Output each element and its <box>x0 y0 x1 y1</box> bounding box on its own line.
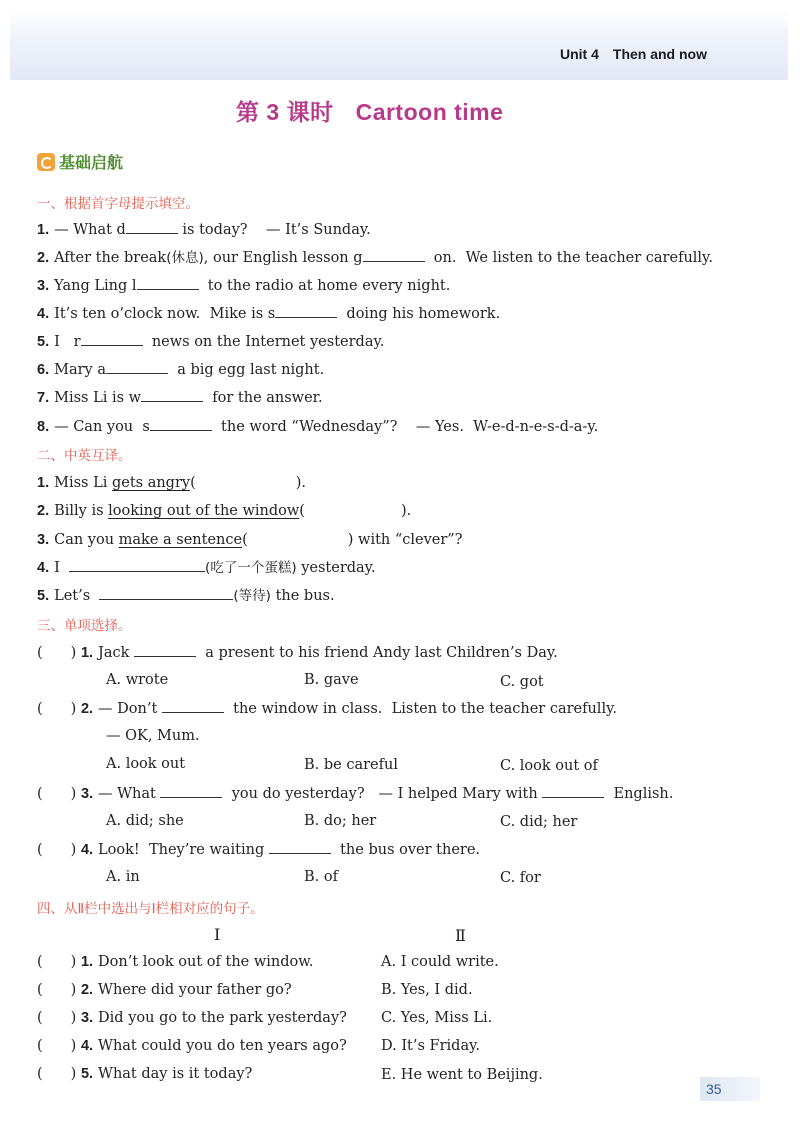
lesson-name: Cartoon time <box>355 99 504 125</box>
match-answer: D. It’s Friday. <box>381 1038 480 1054</box>
part3-q1: ( ) 1. Jack a present to his friend Andy last Children’s Day. <box>37 645 558 661</box>
section-header <box>37 150 123 173</box>
part2-q2: 2. Billy is looking out of the window( ). <box>37 503 412 519</box>
match-answer: A. I could write. <box>381 954 499 970</box>
part2-q3: 3. Can you make a sentence( ) with “clever”? <box>37 532 463 548</box>
answer-blank[interactable] <box>134 644 196 657</box>
part1-q7: 7. Miss Li is w for the answer. <box>37 390 323 406</box>
part3-q2: ( ) 2. — Don’t the window in class. Listen to the teacher carefully. <box>37 701 617 717</box>
match-answer: B. Yes, I did. <box>381 982 473 998</box>
option-b: B. of <box>304 869 338 885</box>
part1-q8: 8. — Can you s the word “Wednesday”? — Yes. W-e-d-n-e-s-d-a-y. <box>37 419 599 435</box>
part3-q4: ( ) 4. Look! They’re waiting the bus over there. <box>37 842 481 858</box>
part3-title: 三、单项选择。 <box>37 618 132 634</box>
unit-label: Unit 4 <box>560 46 599 62</box>
section-title: 基础启航 <box>59 153 124 172</box>
part1-q2: 2. After the break(休息), our English lesson g on. We listen to the teacher carefully. <box>37 250 713 266</box>
option-a: A. did; she <box>106 813 184 829</box>
answer-blank[interactable] <box>269 841 331 854</box>
option-c: C. did; her <box>500 814 578 830</box>
part4-title: 四、从Ⅱ栏中选出与Ⅰ栏相对应的句子。 <box>37 901 264 917</box>
match-row: ( ) 3. Did you go to the park yesterday? <box>37 1010 347 1026</box>
answer-blank[interactable] <box>81 333 143 346</box>
part2-q5: 5. Let’s (等待) the bus. <box>37 588 335 604</box>
answer-blank[interactable] <box>150 418 212 431</box>
part1-q1: 1. — What d is today? — It’s Sunday. <box>37 222 371 238</box>
part2-q4: 4. I (吃了一个蛋糕) yesterday. <box>37 560 376 576</box>
match-row: ( ) 1. Don’t look out of the window. <box>37 954 314 970</box>
lesson-number: 第 3 课时 <box>236 99 334 125</box>
part1-q3: 3. Yang Ling l to the radio at home every night. <box>37 278 451 294</box>
unit-header <box>560 46 707 62</box>
dialog-reply: — OK, Mum. <box>106 728 200 744</box>
part1-q5: 5. I r news on the Internet yesterday. <box>37 334 385 350</box>
option-b: B. be careful <box>304 757 398 773</box>
part2-q1: 1. Miss Li gets angry( ). <box>37 475 307 491</box>
answer-blank[interactable] <box>126 221 178 234</box>
part3-q3: ( ) 3. — What you do yesterday? — I helped Mary with English. <box>37 786 674 802</box>
answer-blank[interactable] <box>141 389 203 402</box>
section-badge-icon <box>37 153 55 171</box>
unit-title: Then and now <box>612 46 707 62</box>
column-two-heading: Ⅱ <box>455 926 466 945</box>
option-a: A. wrote <box>106 672 169 688</box>
match-row: ( ) 2. Where did your father go? <box>37 982 292 998</box>
option-c: C. look out of <box>500 758 598 774</box>
answer-blank[interactable] <box>160 785 222 798</box>
column-one-heading: Ⅰ <box>214 925 221 944</box>
lesson-title <box>236 94 503 127</box>
part1-title: 一、根据首字母提示填空。 <box>37 196 199 212</box>
answer-blank[interactable] <box>542 785 604 798</box>
match-answer: C. Yes, Miss Li. <box>381 1010 493 1026</box>
answer-blank[interactable] <box>99 587 233 600</box>
answer-blank[interactable] <box>69 559 205 572</box>
answer-blank[interactable] <box>162 700 224 713</box>
option-b: B. do; her <box>304 813 377 829</box>
match-row: ( ) 4. What could you do ten years ago? <box>37 1038 347 1054</box>
part2-title: 二、中英互译。 <box>37 448 132 464</box>
option-c: C. for <box>500 870 541 886</box>
header-band <box>10 10 788 80</box>
option-a: A. look out <box>106 756 186 772</box>
page-number: 35 <box>700 1077 760 1101</box>
match-row: ( ) 5. What day is it today? <box>37 1066 253 1082</box>
answer-blank[interactable] <box>363 249 425 262</box>
answer-blank[interactable] <box>275 305 337 318</box>
answer-blank[interactable] <box>106 361 168 374</box>
option-b: B. gave <box>304 672 359 688</box>
part1-q4: 4. It’s ten o’clock now. Mike is s doing his homework. <box>37 306 501 322</box>
part1-q6: 6. Mary a a big egg last night. <box>37 362 325 378</box>
option-c: C. got <box>500 674 544 690</box>
option-a: A. in <box>106 869 140 885</box>
match-answer: E. He went to Beijing. <box>381 1067 543 1083</box>
answer-blank[interactable] <box>137 277 199 290</box>
